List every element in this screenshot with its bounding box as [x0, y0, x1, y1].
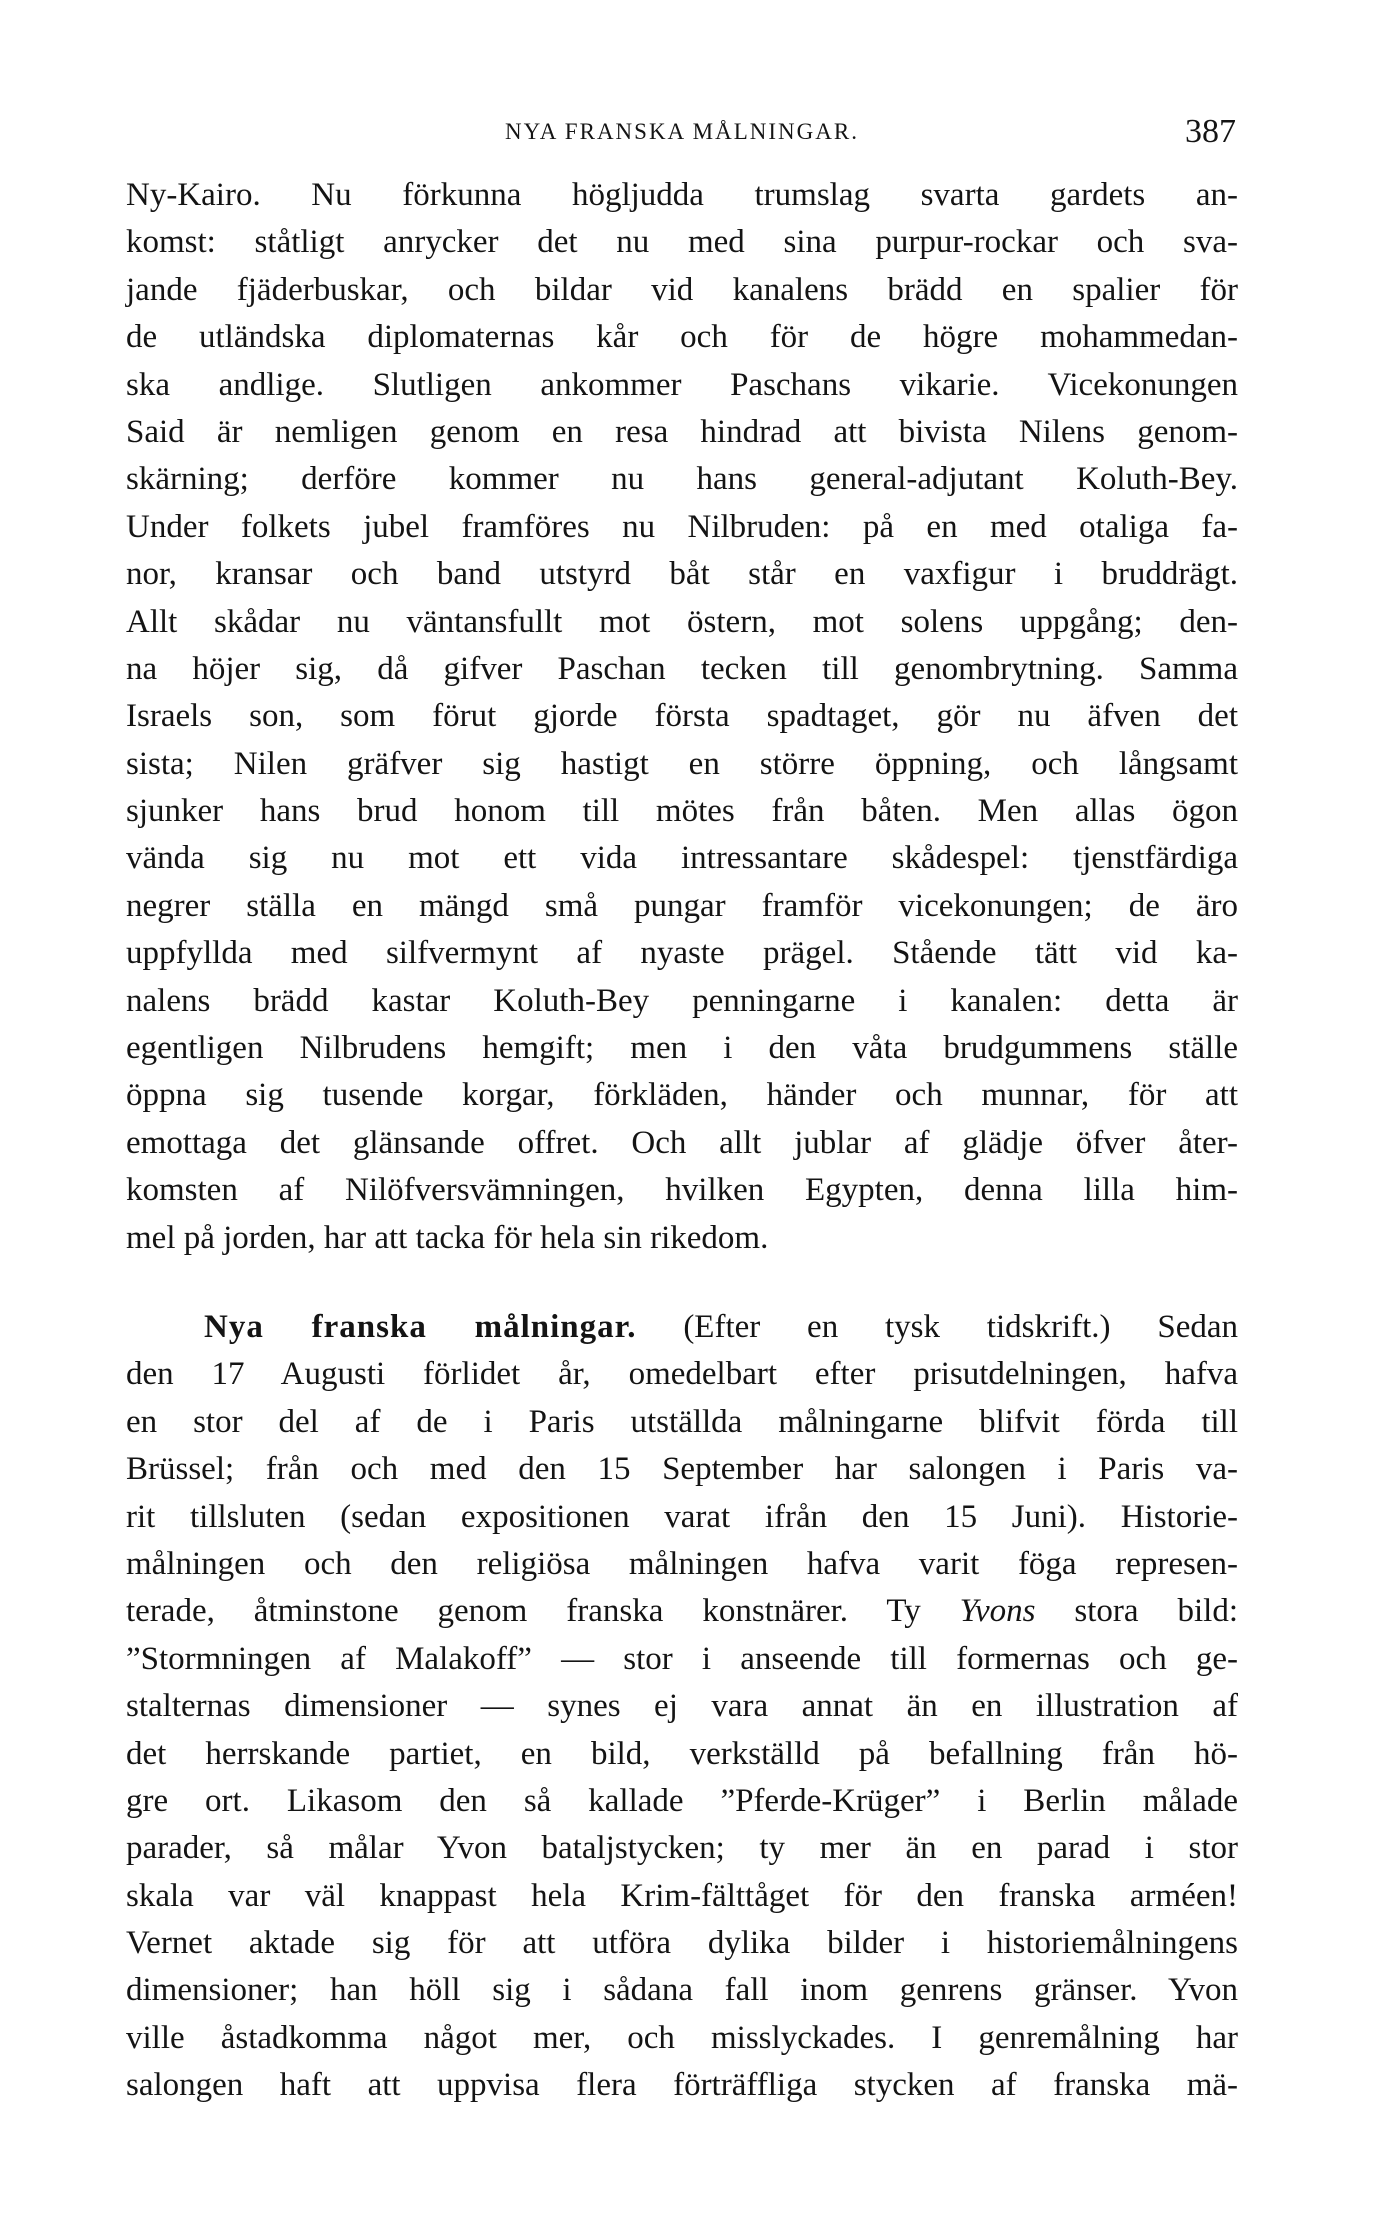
text-line: Allt skådar nu väntansfullt mot östern, mot solens uppgång; den-: [126, 603, 1238, 640]
text-line: de utländska diplomaternas kår och för de högre mohammedan-: [126, 319, 1238, 356]
body-text: [126, 172, 1238, 2110]
paragraph-nya-franska-malningar: [126, 1304, 1238, 2110]
text-line: Ny-Kairo. Nu förkunna högljudda trumslag svarta gardets an-: [126, 177, 1238, 213]
text-segment: stora bild:: [1035, 1593, 1238, 1630]
text-line: skala var väl knappast hela Krim-fälttåget för den franska arméen!: [126, 1877, 1238, 1914]
text-line: sjunker hans brud honom till mötes från båten. Men allas ögon: [126, 793, 1238, 830]
text-line: [126, 1304, 1238, 1351]
text-segment: (Efter en tysk tidskrift.) Sedan: [636, 1308, 1238, 1345]
text-line: komsten af Nilöfversvämningen, hvilken Egypten, denna lilla him-: [126, 1172, 1238, 1209]
paragraph-nilen: [126, 172, 1238, 1262]
text-line: den 17 Augusti förlidet år, omedelbart efter prisutdelningen, hafva: [126, 1356, 1238, 1393]
text-line: skärning; derföre kommer nu hans general-adjutant Koluth-Bey.: [126, 461, 1238, 498]
text-line: en stor del af de i Paris utställda målningarne blifvit förda till: [126, 1403, 1238, 1440]
text-line: salongen haft att uppvisa flera förträffliga stycken af franska mä-: [126, 2067, 1238, 2104]
text-segment: terade, åtminstone genom franska konstnärer. Ty: [126, 1593, 960, 1630]
text-line: målningen och den religiösa målningen hafva varit föga represen-: [126, 1545, 1238, 1582]
text-line: mel på jorden, har att tacka för hela sin rikedom.: [126, 1219, 769, 1256]
text-line: na höjer sig, då gifver Paschan tecken till genombrytning. Samma: [126, 650, 1238, 687]
text-line: komst: ståtligt anrycker det nu med sina purpur-rockar och sva-: [126, 224, 1238, 261]
text-line: uppfyllda med silfvermynt af nyaste prägel. Stående tätt vid ka-: [126, 935, 1238, 972]
text-line: rit tillsluten (sedan expositionen varat ifrån den 15 Juni). Historie-: [126, 1498, 1238, 1535]
text-line: vända sig nu mot ett vida intressantare skådespel: tjenstfärdiga: [126, 840, 1238, 877]
text-line: ska andlige. Slutligen ankommer Paschans vikarie. Vicekonungen: [126, 366, 1238, 403]
painter-name: Yvons: [959, 1593, 1036, 1630]
section-heading: Nya franska målningar.: [204, 1308, 637, 1345]
text-line: Brüssel; från och med den 15 September har salongen i Paris va-: [126, 1451, 1238, 1488]
text-line: Under folkets jubel framföres nu Nilbruden: på en med otaliga fa-: [126, 508, 1238, 545]
page-number: 387: [1185, 113, 1236, 150]
text-line: nalens brädd kastar Koluth-Bey penningarne i kanalen: detta är: [126, 982, 1238, 1019]
text-line: ville åstadkomma något mer, och misslyckades. I genremålning har: [126, 2019, 1238, 2056]
text-line: dimensioner; han höll sig i sådana fall inom genrens gränser. Yvon: [126, 1972, 1238, 2009]
text-line: stalternas dimensioner — synes ej vara annat än en illustration af: [126, 1688, 1238, 1725]
text-line: sista; Nilen gräfver sig hastigt en större öppning, och långsamt: [126, 745, 1238, 782]
page-header: [128, 112, 1236, 152]
text-line: Vernet aktade sig för att utföra dylika bilder i historiemålningens: [126, 1925, 1238, 1962]
text-line: egentligen Nilbrudens hemgift; men i den våta brudgummens ställe: [126, 1030, 1238, 1067]
paragraph-gap: [126, 1262, 1238, 1304]
running-title: NYA FRANSKA MÅLNINGAR.: [505, 119, 859, 144]
text-line: [126, 1588, 1238, 1635]
text-line: jande fjäderbuskar, och bildar vid kanalens brädd en spalier för: [126, 271, 1238, 308]
text-line: öppna sig tusende korgar, förkläden, händer och munnar, för att: [126, 1077, 1238, 1114]
text-line: Israels son, som förut gjorde första spadtaget, gör nu äfven det: [126, 698, 1238, 735]
text-line: det herrskande partiet, en bild, verkställd på befallning från hö-: [126, 1735, 1238, 1772]
text-line: negrer ställa en mängd små pungar framför vicekonungen; de äro: [126, 887, 1238, 924]
text-line: Said är nemligen genom en resa hindrad att bivista Nilens genom-: [126, 413, 1238, 450]
text-line: ”Stormningen af Malakoff” — stor i anseende till formernas och ge-: [126, 1640, 1238, 1677]
text-line: gre ort. Likasom den så kallade ”Pferde-Krüger” i Berlin målade: [126, 1782, 1238, 1819]
text-line: emottaga det glänsande offret. Och allt jublar af glädje öfver åter-: [126, 1124, 1238, 1161]
text-line: nor, kransar och band utstyrd båt står en vaxfigur i bruddrägt.: [126, 556, 1238, 593]
text-line: parader, så målar Yvon bataljstycken; ty mer än en parad i stor: [126, 1830, 1238, 1867]
